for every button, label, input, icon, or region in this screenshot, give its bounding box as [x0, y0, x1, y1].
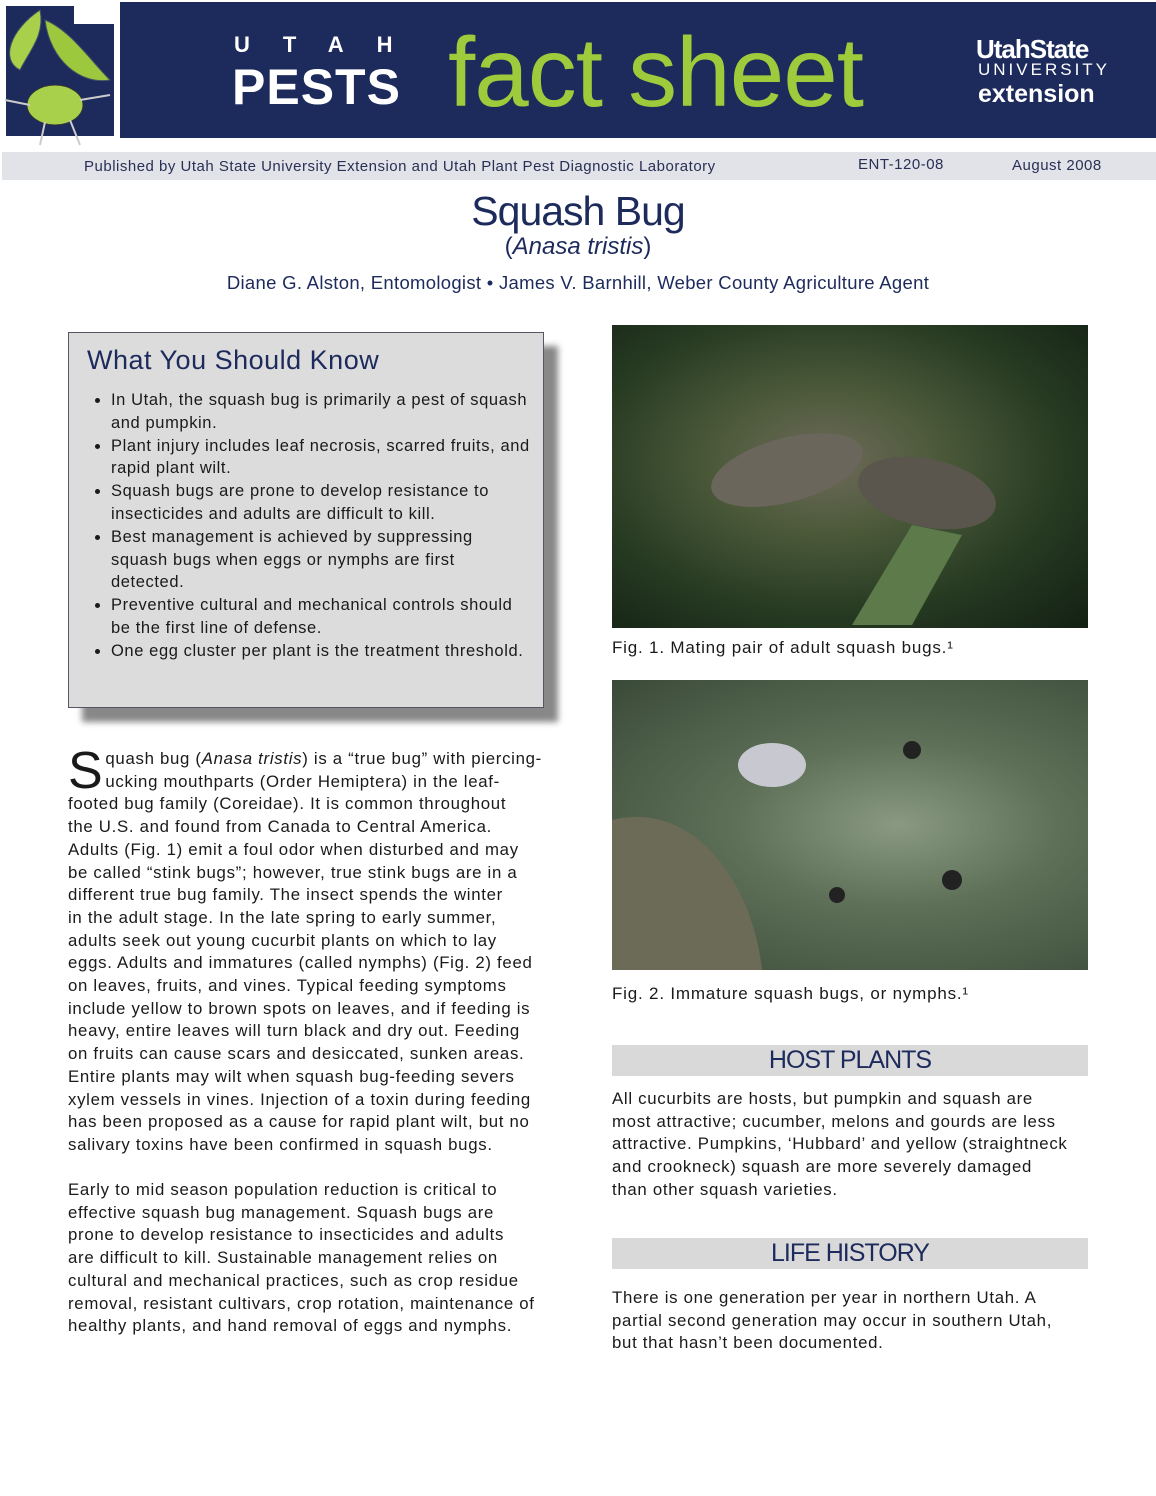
text-line: Adults (Fig. 1) emit a foul odor when disturbed and may	[68, 839, 519, 859]
key-point: • Squash bugs are prone to develop resistance to insecticides and adults are difficult to kill.	[111, 480, 531, 526]
text-line: Entire plants may wilt when squash bug-feeding severs	[68, 1066, 515, 1086]
text-line: There is one generation per year in northern Utah. A	[612, 1288, 1037, 1307]
text-line: cultural and mechanical practices, such as crop residue	[68, 1270, 519, 1290]
key-points-list	[93, 389, 531, 663]
text-line: prone to develop resistance to insecticides and adults	[68, 1225, 505, 1245]
text-line: are difficult to kill. Sustainable management relies on	[68, 1248, 498, 1268]
usu-logo-line2: UNIVERSITY	[978, 60, 1111, 79]
text-line: All cucurbits are hosts, but pumpkin and squash are	[612, 1089, 1033, 1108]
text: quash bug (	[105, 749, 202, 768]
nymph-squash-bugs-image	[612, 680, 1088, 970]
life-history-heading: LIFE HISTORY	[612, 1238, 1088, 1269]
key-point: • Plant injury includes leaf necrosis, scarred fruits, and rapid plant wilt.	[111, 435, 531, 481]
text-line: partial second generation may occur in southern Utah,	[612, 1310, 1053, 1330]
fig1-photo	[612, 325, 1088, 628]
publication-code: ENT-120-08	[858, 156, 944, 173]
fig1-caption: Fig. 1. Mating pair of adult squash bugs.¹	[612, 638, 954, 657]
publication-date: August 2008	[1012, 157, 1102, 174]
text-line: the U.S. and found from Canada to Central America.	[68, 817, 492, 837]
text-line: xylem vessels in vines. Injection of a toxin during feeding	[68, 1089, 531, 1109]
key-point: • Best management is achieved by suppressing squash bugs when eggs or nymphs are first detected.	[111, 526, 531, 594]
fig2-caption: Fig. 2. Immature squash bugs, or nymphs.¹	[612, 984, 969, 1003]
key-point: • Preventive cultural and mechanical controls should be the first line of defense.	[111, 594, 531, 640]
what-you-should-know-box	[68, 332, 544, 708]
bug-leaf-icon	[0, 0, 125, 150]
text-line: Early to mid season population reduction is critical to	[68, 1180, 498, 1199]
logo-fact-sheet: fact sheet	[448, 17, 863, 127]
header-banner	[6, 2, 1156, 138]
logo-pests: PESTS	[232, 59, 401, 115]
scientific-name-text: Anasa tristis	[512, 233, 644, 260]
text-italic: Anasa tristis	[201, 749, 303, 768]
text-line: healthy plants, and hand removal of eggs and nymphs.	[68, 1316, 513, 1336]
text-line: footed bug family (Coreidae). It is common throughout	[68, 794, 507, 814]
text-line: and crookneck) squash are more severely damaged	[612, 1157, 1033, 1177]
text-line: different true bug family. The insect spends the winter	[68, 885, 503, 905]
text: ) is a “true bug” with piercing-	[302, 749, 542, 768]
text-line: in the adult stage. In the late spring to early summer,	[68, 907, 497, 927]
text-line: but that hasn’t been documented.	[612, 1333, 884, 1353]
authors: Diane G. Alston, Entomologist • James V. Barnhill, Weber County Agriculture Agent	[226, 272, 930, 293]
life-history-text	[612, 1287, 1052, 1355]
text-line: adults seek out young cucurbit plants on which to lay	[68, 930, 497, 950]
scientific-name: (Anasa tristis)	[504, 233, 652, 260]
host-plants-text	[612, 1088, 1068, 1202]
text-line: has been proposed as a cause for rapid plant wilt, but no	[68, 1112, 530, 1132]
text-line: on fruits can cause scars and desiccated, sunken areas.	[68, 1044, 525, 1064]
usu-logo-line3: extension	[978, 80, 1095, 108]
key-point: • One egg cluster per plant is the treatment threshold.	[111, 640, 531, 663]
text-line: than other squash varieties.	[612, 1179, 838, 1199]
text-line: eggs. Adults and immatures (called nymphs) (Fig. 2) feed	[68, 953, 533, 973]
text-line: ucking mouthparts (Order Hemiptera) in the leaf-	[105, 771, 500, 791]
text-line: attractive. Pumpkins, ‘Hubbard’ and yellow (straightneck	[612, 1134, 1068, 1154]
intro-paragraph	[68, 742, 548, 1157]
text-line: most attractive; cucumber, melons and gourds are less	[612, 1111, 1056, 1131]
utah-outline-frame	[0, 0, 120, 140]
fig2-photo	[612, 680, 1088, 970]
adult-squash-bugs-image	[612, 325, 1088, 628]
text-line: salivary toxins have been confirmed in squash bugs.	[68, 1134, 493, 1154]
text-line: be called “stink bugs”; however, true stink bugs are in a	[68, 862, 518, 882]
logo-utah: UTAH	[234, 32, 426, 57]
text-line: on leaves, fruits, and vines. Typical feeding symptoms	[68, 976, 507, 996]
text-line: include yellow to brown spots on leaves, and if feeding is	[68, 998, 531, 1018]
usu-logo-line1: UtahState	[976, 34, 1089, 64]
host-plants-heading: HOST PLANTS	[612, 1045, 1088, 1076]
management-paragraph	[68, 1179, 535, 1338]
page-title: Squash Bug	[471, 188, 685, 234]
key-point: • In Utah, the squash bug is primarily a pest of squash and pumpkin.	[111, 389, 531, 435]
drop-cap: S	[68, 742, 104, 800]
text-line: effective squash bug management. Squash bugs are	[68, 1202, 495, 1222]
text-line: removal, resistant cultivars, crop rotation, maintenance of	[68, 1293, 535, 1313]
publisher-text: Published by Utah State University Extension and Utah Plant Pest Diagnostic Laboratory	[84, 158, 716, 175]
box-heading: What You Should Know	[87, 345, 380, 375]
text-line: heavy, entire leaves will turn black and dry out. Feeding	[68, 1021, 520, 1041]
publication-bar	[2, 152, 1156, 180]
